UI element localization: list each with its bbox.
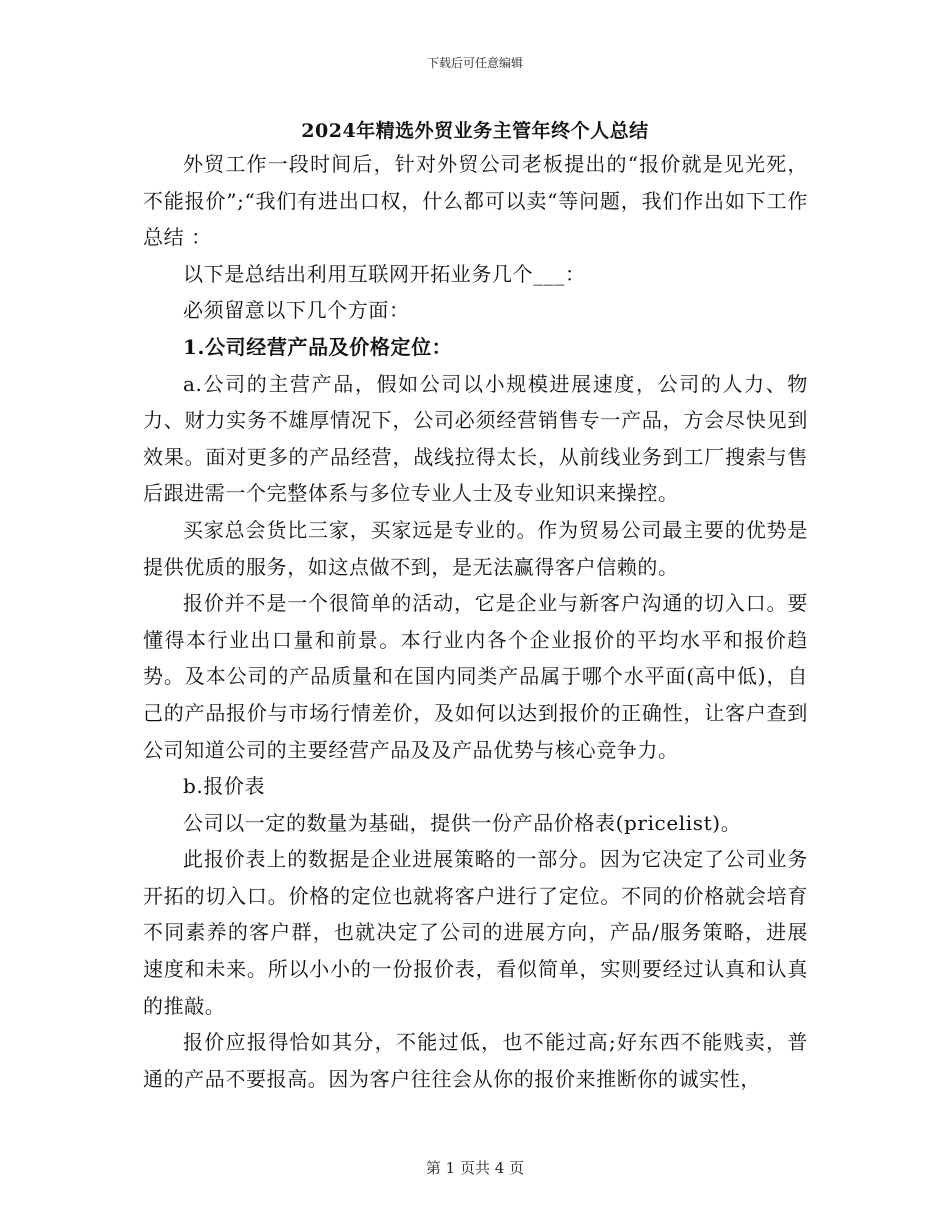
paragraph-summary-lead: 以下是总结出利用互联网开拓业务几个___： [183,261,586,286]
paragraph-buyers: 买家总会货比三家，买家远是专业的。作为贸易公司最主要的优势是提供优质的服务，如这点做不到，是无法赢得客户信赖的。 [143,517,808,579]
paragraph-price-list: 公司以一定的数量为基础，提供一份产品价格表(pricelist)。 [183,810,742,835]
paragraph-quote-level: 报价应报得恰如其分，不能过低，也不能过高;好东西不能贱卖，普通的产品不要报高。因为客户往往会从你的报价来推断你的诚实性， [143,1030,808,1091]
section-heading-product-pricing: 1.公司经营产品及价格定位： [183,334,453,359]
paragraph-attention-lead: 必须留意以下几个方面： [183,298,410,323]
document-title: 2024年精选外贸业务主管年终个人总结 [301,120,649,142]
paragraph-price-strategy: 此报价表上的数据是企业进展策略的一部分。因为它决定了公司业务开拓的切入口。价格的定位也就将客户进行了定位。不同的价格就会培育不同素养的客户群，也就决定了公司的进展方向，产品/服务策略，进展速度和未来。所以小小的一份报价表，看似简单，实则要经过认真和认真的推敲。 [143,847,808,1018]
paragraph-main-products: a.公司的主营产品，假如公司以小规模进展速度，公司的人力、物力、财力实务不雄厚情况下，公司必须经营销售专一产品，方会尽快见到效果。面对更多的产品经营，战线拉得太长，从前线业务到工厂搜索与售后跟进需一个完整体系与多位专业人士及专业知识来操控。 [143,371,808,506]
subheading-price-list: b.报价表 [183,774,266,799]
page-footer: 第 1 页共 4 页 [425,1159,525,1177]
page-header: 下载后可任意编辑 [426,56,523,70]
paragraph-intro: 外贸工作一段时间后，针对外贸公司老板提出的“报价就是见光死，不能报价”;“我们有进出口权，什么都可以卖“等问题，我们作出如下工作总结 ： [143,152,808,250]
document-body [143,146,808,1097]
paragraph-quotation: 报价并不是一个很简单的活动，它是企业与新客户沟通的切入口。要懂得本行业出口量和前景。本行业内各个企业报价的平均水平和报价趋势。及本公司的产品质量和在国内同类产品属于哪个水平面(高中低)，自己的产品报价与市场行情差价，及如何以达到报价的正确性，让客户查到公司知道公司的主要经营产品及及产品优势与核心竞争力。 [143,591,808,762]
